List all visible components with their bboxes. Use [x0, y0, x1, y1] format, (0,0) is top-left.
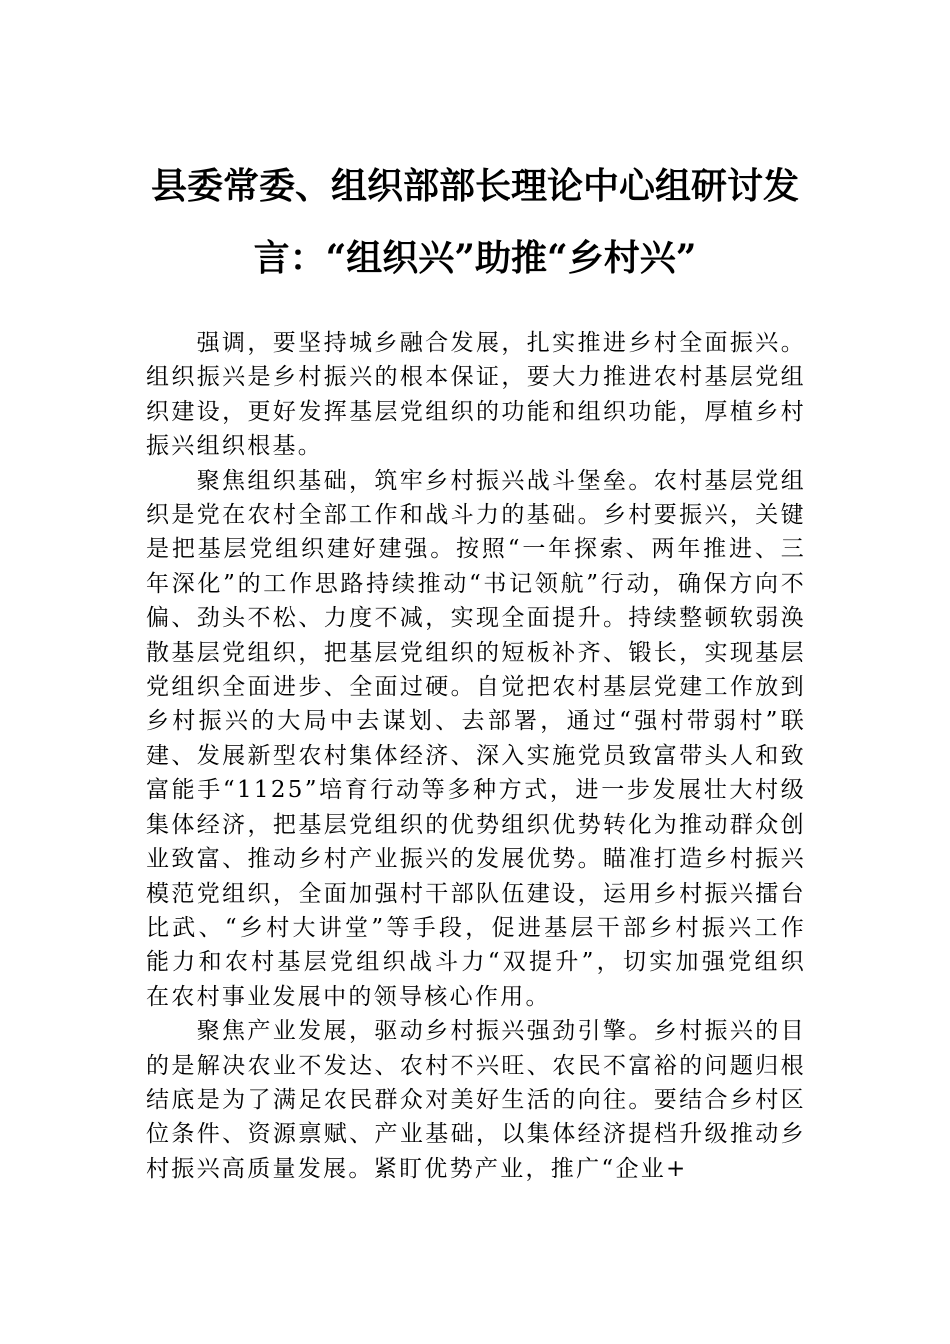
- paragraph-2: 聚焦组织基础，筑牢乡村振兴战斗堡垒。农村基层党组织是党在农村全部工作和战斗力的基础。乡村要振兴，关键是把基层党组织建好建强。按照“一年探索、两年推进、三年深化”的工作思路持续推动“书记领航”行动，确保方向不偏、劲头不松、力度不减，实现全面提升。持续整顿软弱涣散基层党组织，把基层党组织的短板补齐、锻长，实现基层党组织全面进步、全面过硬。自觉把农村基层党建工作放到乡村振兴的大局中去谋划、去部署，通过“强村带弱村”联建、发展新型农村集体经济、深入实施党员致富带头人和致富能手“1125”培育行动等多种方式，进一步发展壮大村级集体经济，把基层党组织的优势组织优势转化为推动群众创业致富、推动乡村产业振兴的发展优势。瞄准打造乡村振兴模范党组织，全面加强村干部队伍建设，运用乡村振兴擂台比武、“乡村大讲堂”等手段，促进基层干部乡村振兴工作能力和农村基层党组织战斗力“双提升”，切实加强党组织在农村事业发展中的领导核心作用。: [146, 467, 806, 1010]
- document-title: [140, 150, 810, 294]
- paragraph-1: 强调，要坚持城乡融合发展，扎实推进乡村全面振兴。组织振兴是乡村振兴的根本保证，要大力推进农村基层党组织建设，更好发挥基层党组织的功能和组织功能，厚植乡村振兴组织根基。: [146, 330, 806, 460]
- title-line-2: 言：“组织兴”助推“乡村兴”: [253, 237, 697, 279]
- title-line-1: 县委常委、组织部部长理论中心组研讨发: [150, 165, 799, 207]
- document-body: [146, 326, 806, 1186]
- paragraph-3: 聚焦产业发展，驱动乡村振兴强劲引擎。乡村振兴的目的是解决农业不发达、农村不兴旺、农民不富裕的问题归根结底是为了满足农民群众对美好生活的向往。要结合乡村区位条件、资源禀赋、产业基础，以集体经济提档升级推动乡村振兴高质量发展。紧盯优势产业，推广“企业+: [146, 1018, 806, 1182]
